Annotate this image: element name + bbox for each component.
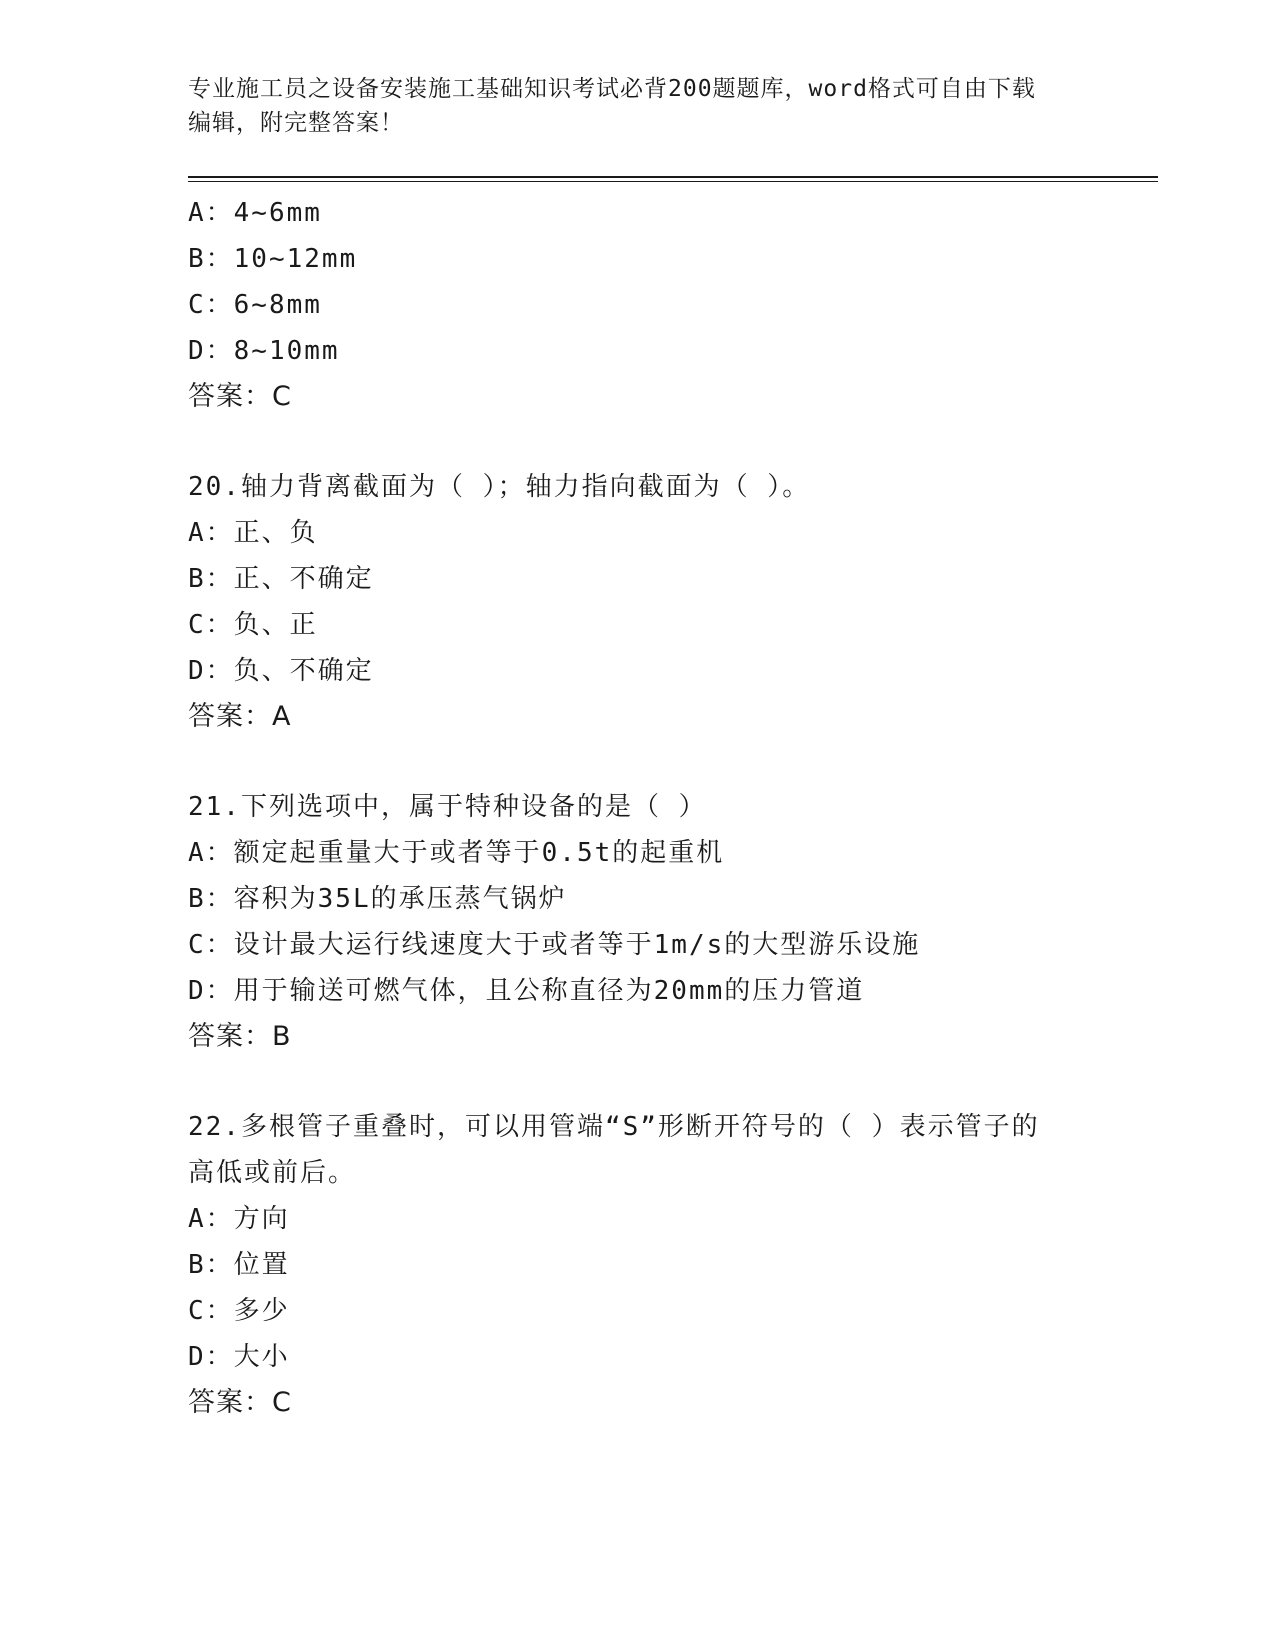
answer: 答案：C	[188, 381, 292, 412]
option-c: C：设计最大运行线速度大于或者等于1m/s的大型游乐设施	[188, 930, 921, 960]
question-list	[188, 190, 1148, 1426]
option-a: A：4~6mm	[188, 198, 322, 228]
document-header	[188, 72, 1088, 140]
answer: 答案：A	[188, 701, 292, 732]
option-a: A：正、负	[188, 518, 318, 548]
answer: 答案：B	[188, 1021, 292, 1052]
question-20	[188, 464, 1148, 740]
option-a: A：方向	[188, 1204, 290, 1234]
question-22	[188, 1104, 1148, 1426]
header-title-line2: 编辑，附完整答案！	[188, 110, 404, 136]
option-a: A：额定起重量大于或者等于0.5t的起重机	[188, 838, 725, 868]
option-d: D：负、不确定	[188, 656, 374, 686]
option-b: B：容积为35L的承压蒸气锅炉	[188, 884, 567, 914]
option-d: D：大小	[188, 1342, 290, 1372]
question-stem-line2: 高低或前后。	[188, 1158, 357, 1188]
question-stem-line1: 22.多根管子重叠时，可以用管端“S”形断开符号的（ ）表示管子的	[188, 1112, 1040, 1142]
answer: 答案：C	[188, 1387, 292, 1418]
header-title-line1: 专业施工员之设备安装施工基础知识考试必背200题题库，word格式可自由下载	[188, 76, 1036, 102]
option-b: B：10~12mm	[188, 244, 358, 274]
question-stem: 21.下列选项中，属于特种设备的是（ ）	[188, 792, 707, 822]
option-c: C：6~8mm	[188, 290, 322, 320]
question-stem: 20.轴力背离截面为（ ）；轴力指向截面为（ ）。	[188, 472, 811, 502]
spacer	[188, 1060, 1148, 1104]
option-b: B：位置	[188, 1250, 290, 1280]
option-c: C：多少	[188, 1296, 290, 1326]
spacer	[188, 740, 1148, 784]
header-divider	[188, 176, 1158, 182]
option-d: D：8~10mm	[188, 336, 340, 366]
question-21	[188, 784, 1148, 1060]
option-b: B：正、不确定	[188, 564, 374, 594]
spacer	[188, 420, 1148, 464]
option-d: D：用于输送可燃气体，且公称直径为20mm的压力管道	[188, 976, 865, 1006]
question-19-partial	[188, 190, 1148, 420]
option-c: C：负、正	[188, 610, 318, 640]
